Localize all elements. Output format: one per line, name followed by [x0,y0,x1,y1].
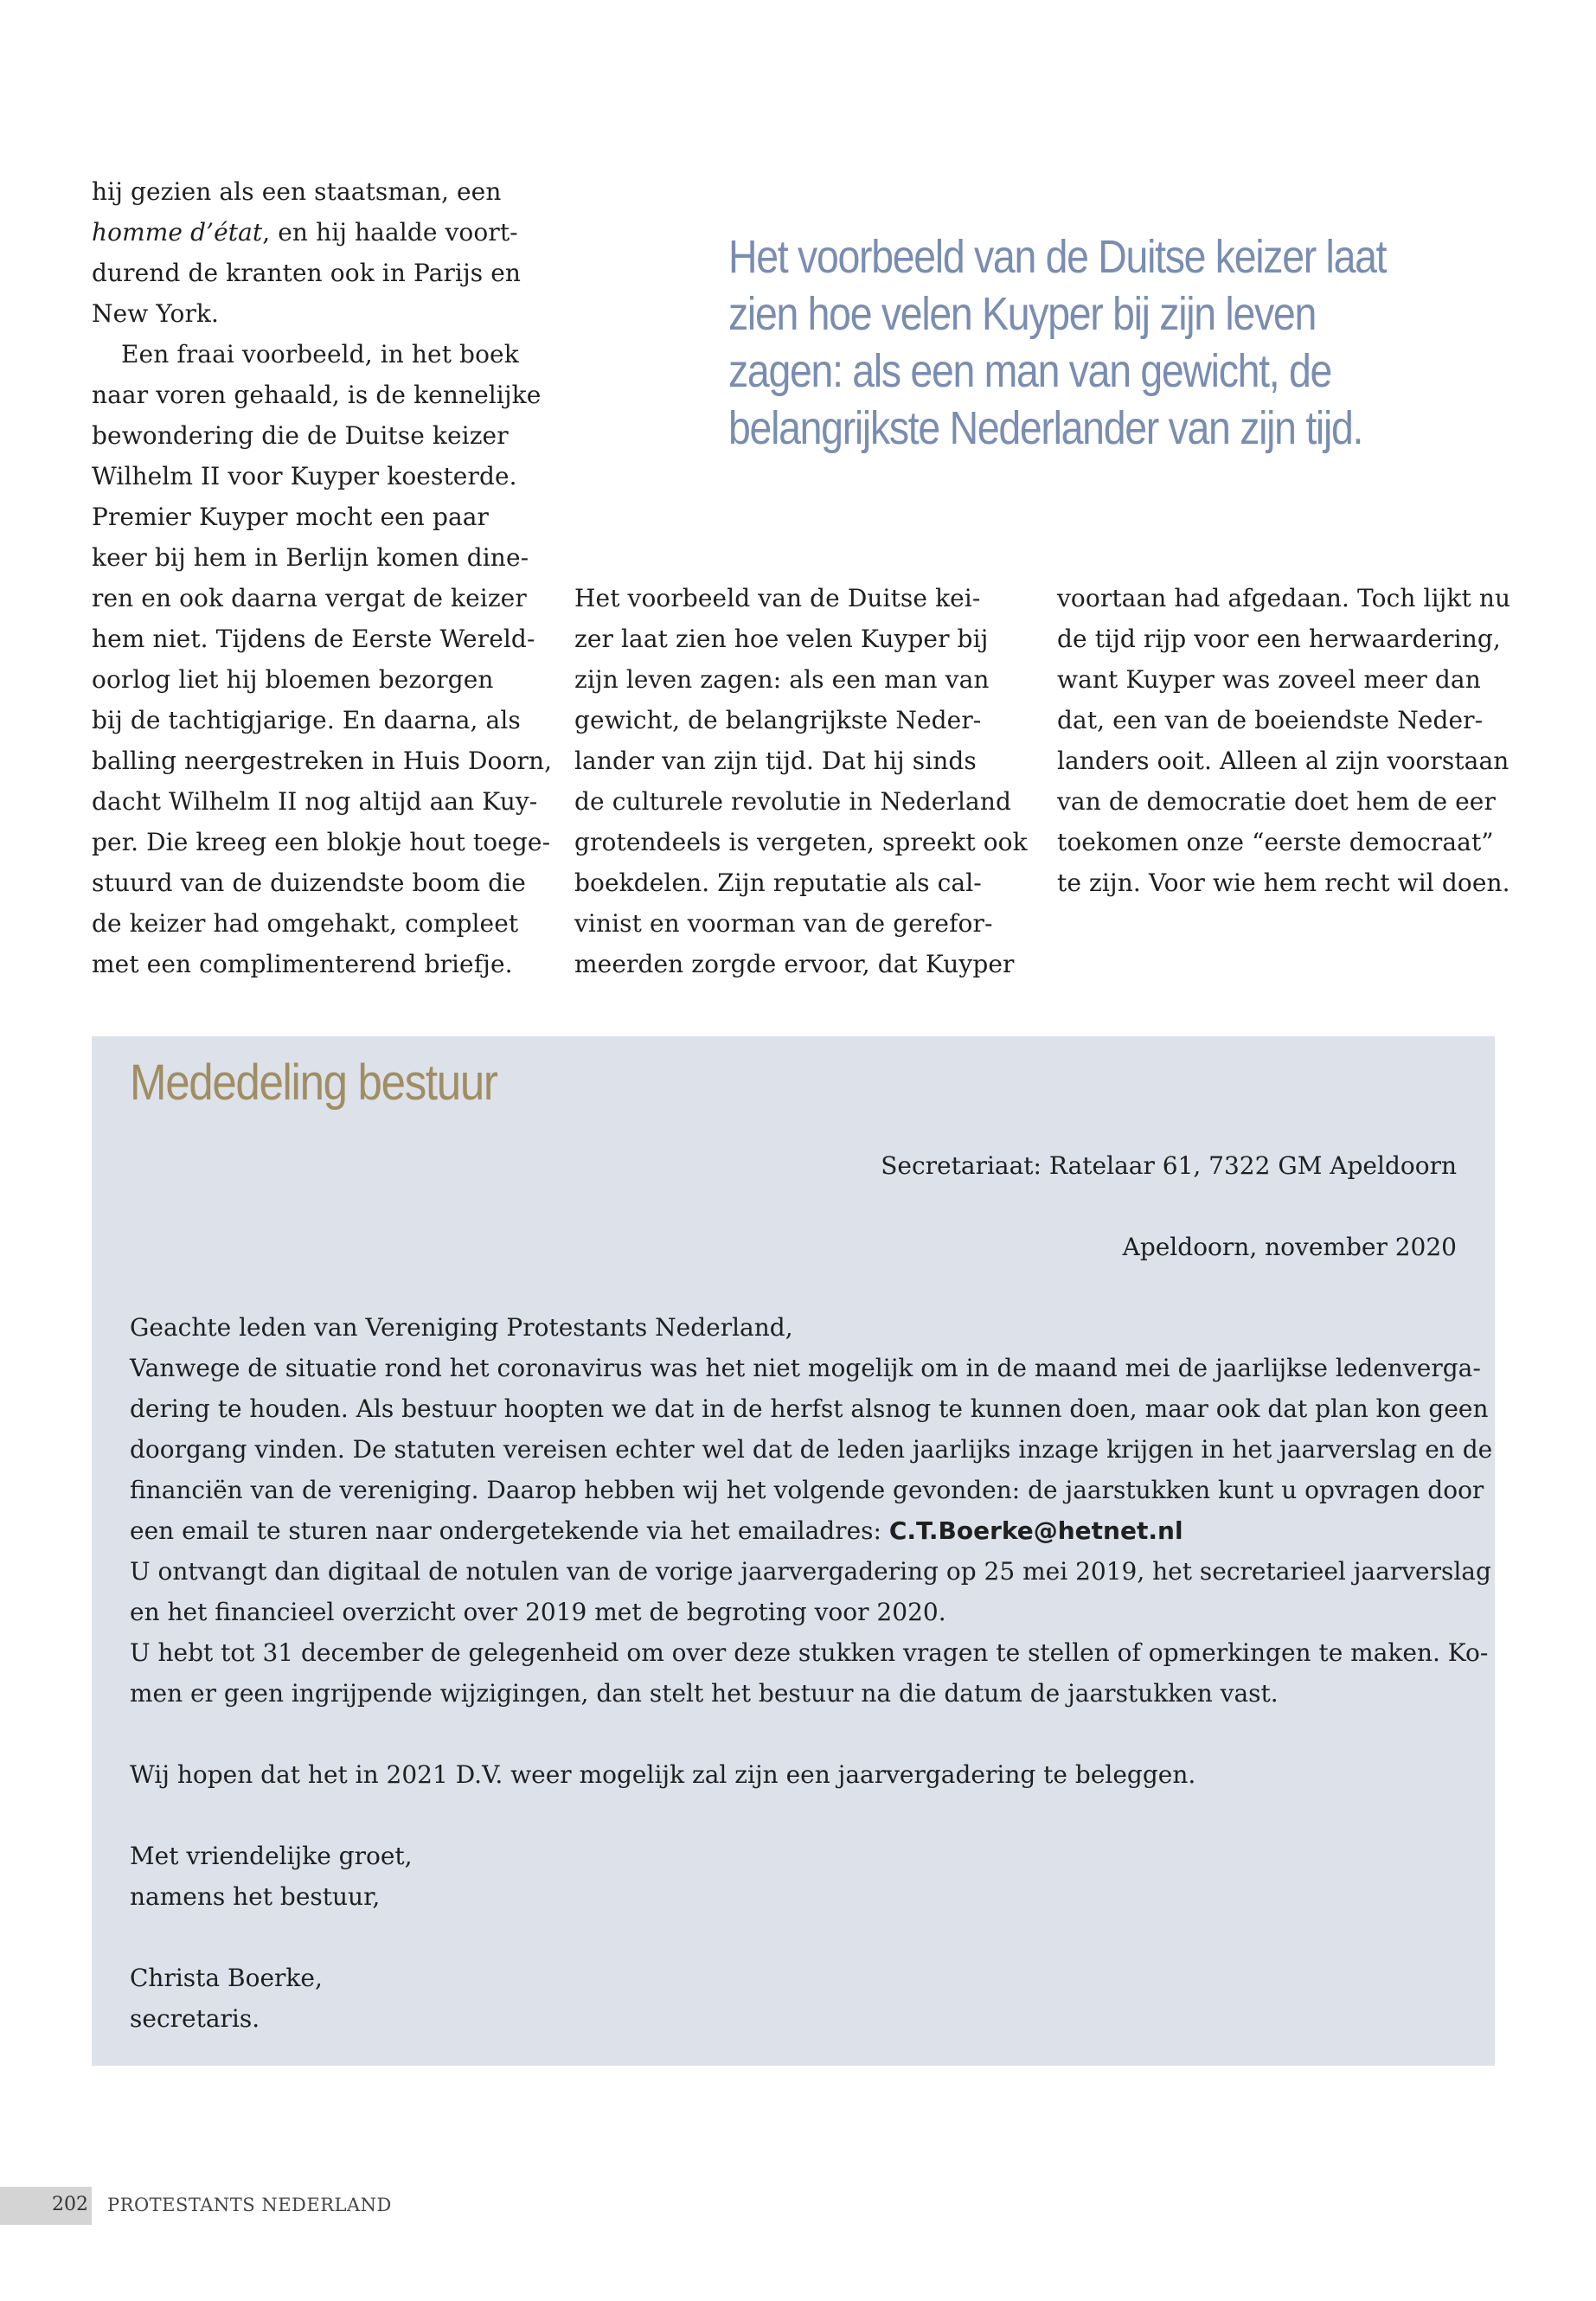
notice-line: financiën van de vereniging. Daarop hebben wij het volgende gevonden: de jaarstukken kunt u opvragen door [130,1476,1484,1504]
text-fragment: een email te sturen naar ondergetekende via het emailadres: [130,1516,889,1545]
notice-line [130,1510,1471,1551]
text-fragment: , en hij haalde voort- [262,218,518,247]
notice-title: Mededeling bestuur [130,1054,497,1111]
text-line: hem niet. Tijdens de Eerste Wereld- [92,625,535,653]
notice-line: Geachte leden van Vereniging Protestants Nederland, [130,1313,793,1342]
closing-line: namens het bestuur, [130,1882,381,1911]
paragraph-gap [130,1795,1471,1836]
text-line: gewicht, de belangrijkste Neder- [574,706,982,734]
notice-line: U ontvangt dan digitaal de notulen van de vorige jaarvergadering op 25 mei 2019, het secretarieel jaarverslag [130,1557,1491,1586]
paragraph-gap [130,1917,1471,1958]
text-line: want Kuyper was zoveel meer dan [1057,665,1481,694]
publication-name: PROTESTANTS NEDERLAND [107,2195,392,2215]
paragraph-gap [130,1714,1471,1754]
text-line: vinist en voorman van de gerefor- [574,909,993,938]
closing-line: Met vriendelijke groet, [130,1842,413,1870]
text-line: Wilhelm II voor Kuyper koesterde. [92,462,517,490]
signature-role: secretaris. [130,2004,260,2033]
text-line: naar voren gehaald, is de kennelijke [92,381,542,409]
notice-line: Wij hopen dat het in 2021 D.V. weer mogelijk zal zijn een jaarvergadering te beleggen. [130,1760,1196,1789]
text-line: oorlog liet hij bloemen bezorgen [92,665,494,694]
article-column-3 [1057,578,1524,903]
pull-quote-line: zien hoe velen Kuyper bij zijn leven [728,288,1316,340]
text-line: landers ooit. Alleen al zijn voorstaan [1057,747,1509,775]
signature-name: Christa Boerke, [130,1964,323,1992]
text-line: meerden zorgde ervoor, dat Kuyper [574,950,1015,978]
text-line: Het voorbeeld van de Duitse kei- [574,584,981,612]
text-line: boekdelen. Zijn reputatie als cal- [574,868,982,897]
italic-phrase: homme d’état [92,218,263,247]
text-line: lander van zijn tijd. Dat hij sinds [574,747,977,775]
text-line: durend de kranten ook in Parijs en [92,259,522,287]
text-line: grotendeels is vergeten, spreekt ook [574,828,1028,856]
pull-quote-line: zagen: als een man van gewicht, de [728,345,1332,397]
text-line: bij de tachtigjarige. En daarna, als [92,706,521,734]
article-column-2 [574,578,1028,984]
secretariat-address: Secretariaat: Ratelaar 61, 7322 GM Apeldoorn [881,1151,1457,1180]
text-line: de culturele revolutie in Nederland [574,787,1011,816]
text-line: bewondering die de Duitse keizer [92,421,509,450]
text-line: toekomen onze “eerste democraat” [1057,828,1494,856]
text-line: dacht Wilhelm II nog altijd aan Kuy- [92,787,538,816]
pull-quote [728,228,1387,457]
text-line: te zijn. Voor wie hem recht wil doen. [1057,868,1510,897]
notice-line: Vanwege de situatie rond het coronavirus was het niet mogelijk om in de maand mei de jaarlijkse ledenverga- [130,1354,1481,1382]
board-notice-box [92,1036,1495,2066]
email-address-link[interactable]: C.T.Boerke@hetnet.nl [888,1516,1183,1545]
text-line: zer laat zien hoe velen Kuyper bij [574,625,989,653]
text-line: de tijd rijp voor een herwaardering, [1057,625,1501,653]
text-line: Premier Kuyper mocht een paar [92,503,490,531]
text-line: keer bij hem in Berlijn komen dine- [92,543,529,572]
notice-line: U hebt tot 31 december de gelegenheid om over deze stukken vragen te stellen of opmerkingen te maken. Ko- [130,1638,1489,1667]
text-line: dat, een van de boeiendste Neder- [1057,706,1484,734]
text-line: Een fraai voorbeeld, in het boek [121,340,519,369]
text-line: balling neergestreken in Huis Doorn, [92,747,553,775]
pull-quote-line: belangrijkste Nederlander van zijn tijd. [728,402,1363,454]
text-line: van de democratie doet hem de eer [1057,787,1496,816]
notice-line: en het financieel overzicht over 2019 met de begroting voor 2020. [130,1598,946,1626]
pull-quote-line: Het voorbeeld van de Duitse keizer laat [728,231,1387,283]
notice-line: dering te houden. Als bestuur hoopten we dat in de herfst alsnog te kunnen doen, maar ook dat plan kon geen [130,1394,1489,1423]
text-line: ren en ook daarna vergat de keizer [92,584,527,612]
article-column-1 [92,171,553,984]
text-line: per. Die kreeg een blokje hout toege- [92,828,551,856]
notice-body [130,1307,1493,2039]
text-line: hij gezien als een staatsman, een [92,177,502,206]
text-line: zijn leven zagen: als een man van [574,665,990,694]
notice-date: Apeldoorn, november 2020 [1122,1233,1457,1261]
page-number: 202 [52,2194,88,2215]
text-line: met een complimenterend briefje. [92,950,513,978]
text-line: New York. [92,299,219,328]
text-line: stuurd van de duizendste boom die [92,868,526,897]
text-line: voortaan had afgedaan. Toch lijkt nu [1057,584,1511,612]
notice-line: doorgang vinden. De statuten vereisen echter wel dat de leden jaarlijks inzage krijgen in het jaarverslag en de [130,1435,1493,1464]
text-line: de keizer had omgehakt, compleet [92,909,519,938]
notice-line: men er geen ingrijpende wijzigingen, dan stelt het bestuur na die datum de jaarstukken vast. [130,1679,1279,1708]
text-line [92,212,542,253]
